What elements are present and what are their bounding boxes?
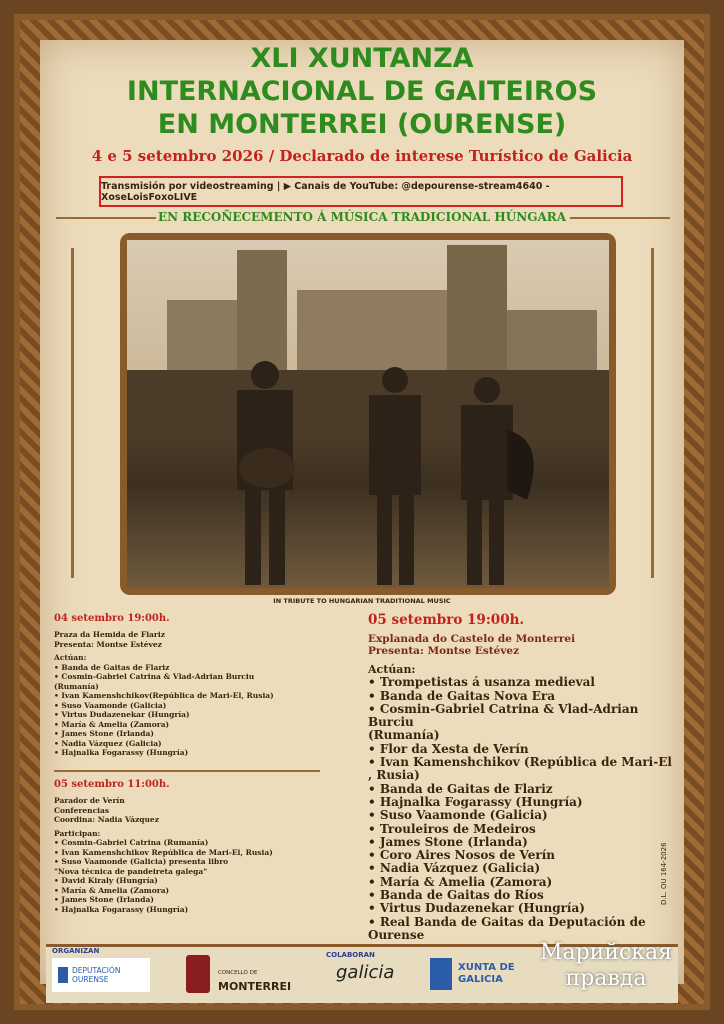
day4-heading: 04 setembro 19:00h.	[54, 613, 170, 624]
list-item: • Suso Vaamonde (Galicia)	[368, 808, 548, 823]
deputacion-name: DEPUTACIÓN OURENSE	[72, 966, 121, 984]
newspaper-watermark: Марийская правда	[539, 940, 673, 991]
list-item: • Virtus Dudazenekar (Hungría)	[368, 901, 585, 916]
list-item: • María & Amelia (Zamora)	[54, 719, 170, 729]
list-item: "Nova técnica de pandeireta galega"	[54, 866, 208, 876]
recognition-subtitle: EN RECOÑECEMENTO Á MÚSICA TRADICIONAL HÚNGARA	[157, 210, 567, 224]
list-item: • Suso Vaamonde (Galicia)	[54, 700, 167, 710]
monterrei-crest-icon	[186, 955, 210, 993]
list-item: • Suso Vaamonde (Galicia) presenta libro	[54, 857, 229, 866]
list-item: • Ivan Kamenshchikov (República de Mari-El , Rusia)	[368, 755, 672, 783]
list-item: • James Stone (Irlanda)	[368, 834, 528, 849]
list-item: • Trouleiros de Medeiros	[368, 821, 536, 836]
day5-evening-acts-list	[368, 676, 673, 942]
day4-presenter: Presenta: Montse Estévez	[54, 639, 162, 649]
legal-deposit: D.L. OU 164-2026	[660, 842, 668, 905]
day4-place: Praza da Hemida de Flariz	[54, 630, 165, 639]
day4-section	[54, 613, 324, 758]
section-divider	[54, 770, 320, 772]
day5-evening-presenter: Presenta: Montse Estévez	[368, 645, 520, 657]
day4-acts-list	[54, 663, 324, 758]
list-item: • James Stone (Irlanda)	[54, 895, 154, 904]
list-item: • Nadia Vázquez (Galicia)	[368, 861, 541, 876]
day4-acts-label: Actúan:	[54, 653, 87, 662]
list-item: • María & Amelia (Zamora)	[54, 885, 170, 895]
list-item: • James Stone (Irlanda)	[54, 729, 154, 738]
list-item: • Banda de Gaitas Nova Era	[368, 688, 556, 703]
streaming-text: Transmisión por videostreaming | ▶ Canais de YouTube: @depourense-stream4640 - XoseLoisFoxoLIVE	[101, 180, 550, 203]
day5-morning-coordinator: Coordina: Nadia Vázquez	[54, 815, 159, 824]
title-line-3: EN MONTERREI (OURENSE)	[157, 109, 567, 140]
list-item: • Flor da Xesta de Verín	[368, 741, 529, 756]
list-item: • Banda de Gaitas de Flariz	[54, 662, 170, 672]
deputacion-logo[interactable]	[52, 958, 150, 992]
list-item: • Cosmin-Gabriel Catrina & Vlad-Adrian Burciu	[54, 672, 255, 681]
list-item: • Nadia Vázquez (Galicia)	[54, 738, 162, 748]
title-line-1: XLI XUNTANZA	[250, 43, 474, 74]
photo-caption: IN TRIBUTE TO HUNGARIAN TRADITIONAL MUSIC	[273, 597, 451, 605]
colaboran-label: COLABORAN	[326, 951, 375, 959]
event-dates: 4 e 5 setembro 2026 / Declarado de interese Turístico de Galicia	[91, 147, 633, 165]
list-item: • Ivan Kamenshchikov República de Mari-El, Rusia)	[54, 847, 273, 857]
day5-morning-section	[54, 779, 324, 914]
streaming-info-box[interactable]	[99, 176, 623, 207]
list-item: • Ivan Kamenshchikov(República de Mari-El, Rusia)	[54, 691, 274, 700]
day5-morning-heading: 05 setembro 11:00h.	[54, 779, 170, 790]
list-item: • Real Banda de Gaitas da Deputación de Ourense	[368, 914, 646, 942]
xunta-emblem-icon	[430, 958, 452, 990]
list-item: • Banda de Gaitas de Flariz	[368, 781, 553, 796]
list-item: • Coro Aires Nosos de Verín	[368, 848, 555, 863]
organizan-label: ORGANIZAN	[52, 947, 100, 955]
list-item: • Virtus Dudazenekar (Hungría)	[54, 710, 190, 719]
list-item: • Hajnalka Fogarassy (Hungría)	[368, 794, 583, 809]
xunta-name[interactable]: XUNTA DE GALICIA	[458, 962, 515, 985]
concello-name: MONTERREI	[218, 980, 292, 993]
day5-evening-heading: 05 setembro 19:00h.	[368, 612, 525, 628]
left-vine-ornament	[71, 248, 74, 578]
list-item: • David Kiraly (Hungría)	[54, 876, 158, 885]
galicia-logo[interactable]: galicia	[336, 962, 395, 983]
day5-morning-place: Parador de Verín	[54, 796, 125, 805]
day5-evening-acts-label: Actúan:	[368, 663, 416, 676]
list-item: (Rumanía)	[368, 728, 440, 743]
list-item: • Banda de Gaitas do Ríos	[368, 888, 544, 903]
deputacion-shield-icon	[58, 967, 68, 983]
list-item: • Hajnalka Fogarassy (Hungría)	[54, 904, 189, 914]
day5-evening-section	[368, 612, 673, 942]
list-item: • Hajnalka Fogarassy (Hungría)	[54, 748, 189, 757]
title-line-2: INTERNACIONAL DE GAITEIROS	[126, 76, 598, 107]
day5-morning-type: Conferencias	[54, 805, 110, 815]
day5-morning-participants	[54, 838, 324, 914]
list-item: • Cosmin-Gabriel Catrina (Rumanía)	[54, 838, 209, 847]
list-item: (Rumanía)	[54, 681, 99, 691]
day5-evening-place: Explanada do Castelo de Monterrei	[368, 633, 576, 645]
day5-morning-part-label: Participan:	[54, 828, 101, 838]
concello-small-label: CONCELLO DE	[218, 970, 258, 976]
photo-illustration	[127, 240, 609, 588]
list-item: • Trompetistas á usanza medieval	[368, 675, 595, 690]
list-item: • Cosmin-Gabriel Catrina & Vlad-Adrian Burciu	[368, 701, 639, 730]
list-item: • María & Amelia (Zamora)	[368, 874, 553, 889]
right-vine-ornament	[651, 248, 654, 578]
musicians-castle-photo	[127, 240, 609, 588]
